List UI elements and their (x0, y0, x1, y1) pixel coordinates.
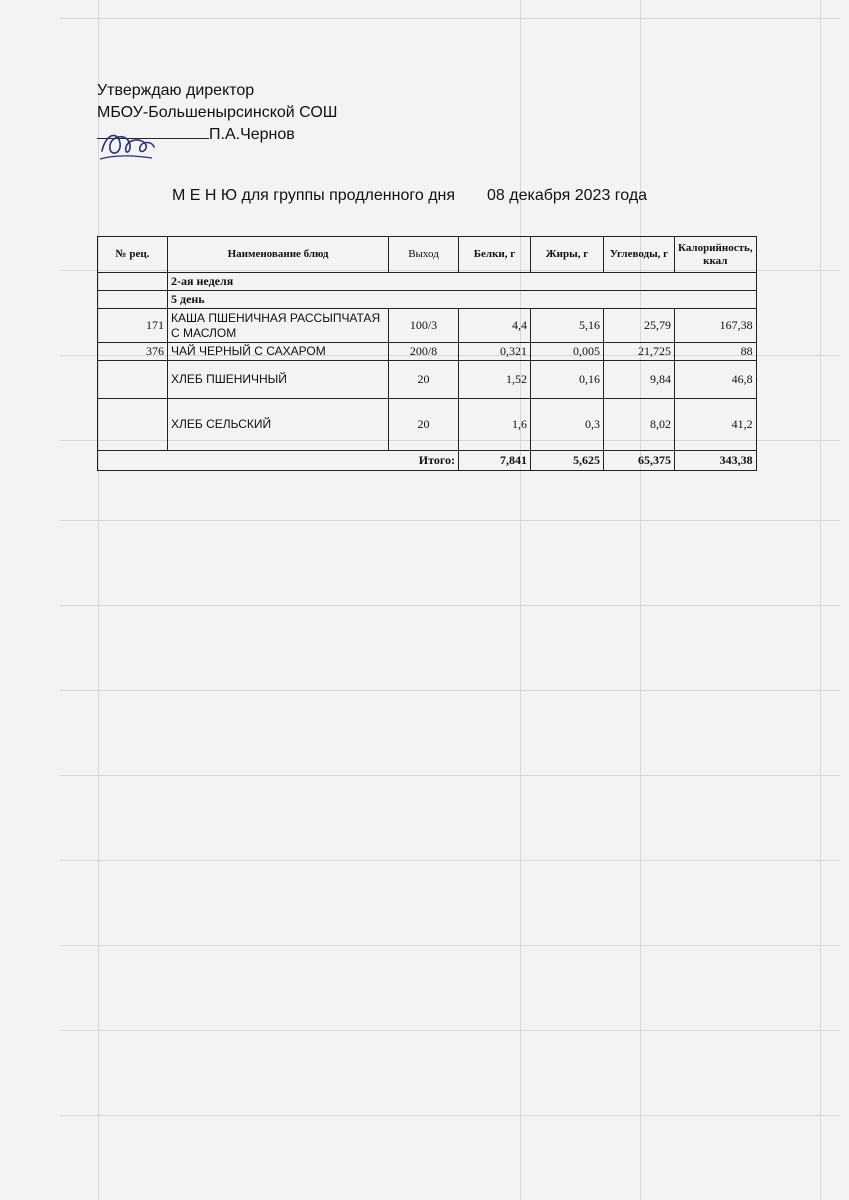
cell-rec (98, 361, 168, 399)
header-protein: Белки, г (459, 237, 531, 273)
cell-yield: 100/3 (389, 309, 459, 343)
cell-yield: 20 (389, 399, 459, 451)
cell-protein: 0,321 (459, 343, 531, 361)
menu-title-text: М Е Н Ю для группы продленного дня (172, 187, 456, 204)
cell-fat: 0,3 (531, 399, 604, 451)
cell-fat: 0,005 (531, 343, 604, 361)
cell-name: ЧАЙ ЧЕРНЫЙ С САХАРОМ (168, 343, 389, 361)
total-fat: 5,625 (531, 451, 604, 471)
cell-carbs: 9,84 (604, 361, 675, 399)
cell-name: ХЛЕБ СЕЛЬСКИЙ (168, 399, 389, 451)
total-protein: 7,841 (459, 451, 531, 471)
menu-date: 08 декабря 2023 года (487, 187, 648, 204)
cell-fat: 0,16 (531, 361, 604, 399)
total-row (98, 451, 757, 471)
cell-rec: 171 (98, 309, 168, 343)
header-fat: Жиры, г (531, 237, 604, 273)
day-label: 5 день (168, 291, 757, 309)
cell-carbs: 25,79 (604, 309, 675, 343)
total-label: Итого: (98, 451, 459, 471)
cell-protein: 4,4 (459, 309, 531, 343)
header-name: Наименование блюд (168, 237, 389, 273)
day-row (98, 291, 757, 309)
table-row (98, 309, 757, 343)
menu-table (97, 236, 757, 471)
cell-name: ХЛЕБ ПШЕНИЧНЫЙ (168, 361, 389, 399)
header-yield: Выход (389, 237, 459, 273)
bleed-through-grid (60, 0, 840, 1200)
total-carbs: 65,375 (604, 451, 675, 471)
week-label: 2-ая неделя (168, 273, 757, 291)
table-row (98, 399, 757, 451)
cell-protein: 1,6 (459, 399, 531, 451)
cell-yield: 20 (389, 361, 459, 399)
cell-carbs: 21,725 (604, 343, 675, 361)
cell-rec (98, 399, 168, 451)
approval-line-1: Утверждаю директор (97, 82, 255, 99)
cell-name: КАША ПШЕНИЧНАЯ РАССЫПЧАТАЯ С МАСЛОМ (168, 309, 389, 343)
cell-rec: 376 (98, 343, 168, 361)
menu-title (172, 187, 647, 205)
handwritten-signature (96, 125, 156, 165)
cell-kcal: 167,38 (675, 309, 757, 343)
approval-line-2: МБОУ-Большеныpсинской СОШ (97, 104, 338, 121)
total-kcal: 343,38 (675, 451, 757, 471)
cell-kcal: 41,2 (675, 399, 757, 451)
cell-carbs: 8,02 (604, 399, 675, 451)
header-kcal: Калорийность, ккал (675, 237, 757, 273)
header-rec: № рец. (98, 237, 168, 273)
table-row (98, 361, 757, 399)
table-header-row (98, 237, 757, 273)
approval-signer: П.А.Чернов (209, 126, 295, 143)
header-carbs: Углеводы, г (604, 237, 675, 273)
table-row (98, 343, 757, 361)
cell-yield: 200/8 (389, 343, 459, 361)
cell-fat: 5,16 (531, 309, 604, 343)
week-row (98, 273, 757, 291)
cell-protein: 1,52 (459, 361, 531, 399)
cell-kcal: 46,8 (675, 361, 757, 399)
cell-kcal: 88 (675, 343, 757, 361)
